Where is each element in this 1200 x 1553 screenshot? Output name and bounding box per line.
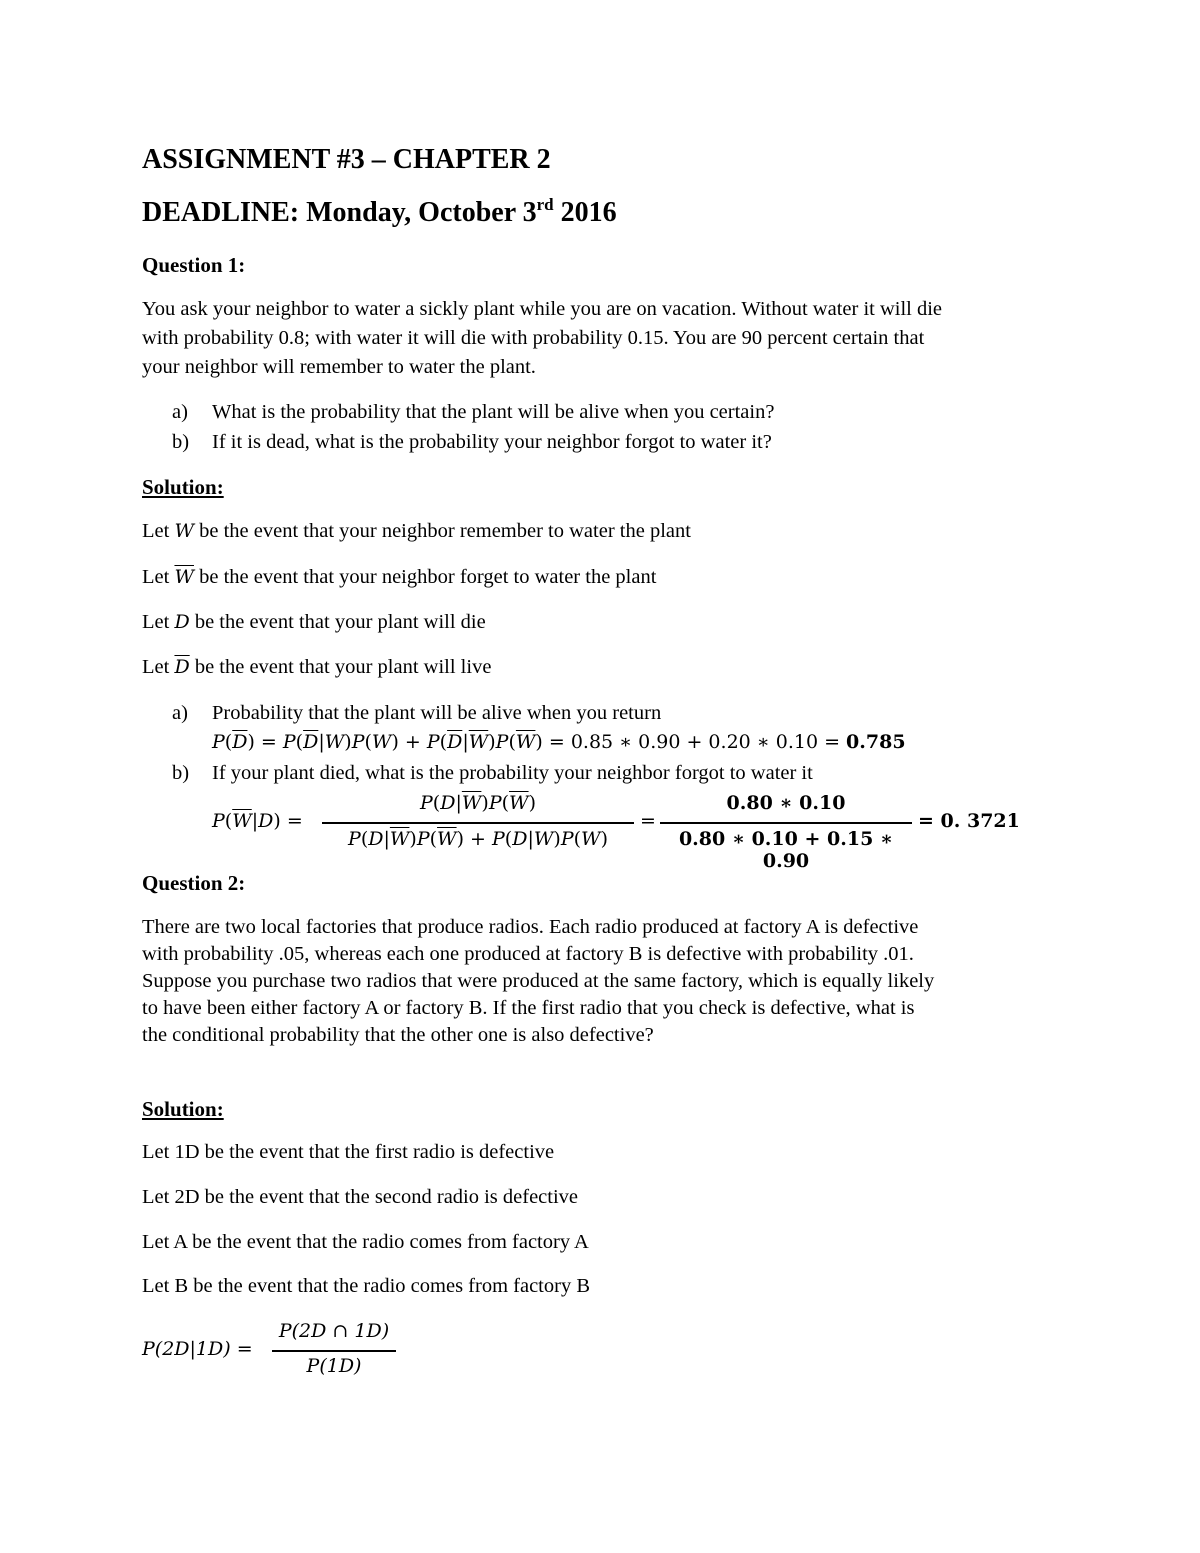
deadline-sup: rd [536,195,554,214]
q1-def-d-bar: Let $\overline{D}$ be the event that your plant will live [142,656,492,678]
q1-part-b-label: b) [172,431,190,453]
q1-answer-b-fraction-2-den: 0.80 ∗ 0.10 + 0.15 ∗ 0.90 [678,828,894,872]
q1-part-a-label: a) [172,401,188,423]
q1-answer-b-fraction-2-num: 0.80 ∗ 0.10 [726,792,846,814]
q2-text-line-3: Suppose you purchase two radios that were produced at the same factory, which is equally likely [142,970,935,992]
q1-text-line-3: your neighbor will remember to water the plant. [142,356,536,378]
q1-answer-b-fraction-1-num: $P(D|\overline{W})P(\overline{W})$ [420,792,536,814]
q1-answer-b-equals: = [640,810,656,832]
q2-formula-lhs: P(2D|1D) = [142,1338,253,1360]
q1-answer-a-result: 0.785 [846,731,906,753]
question-1-heading: Question 1: [142,253,246,277]
deadline-line [142,197,617,229]
q1-answer-b-label: b) [172,762,190,784]
q2-text-line-4: to have been either factory A or factory B. If the first radio that you check is defective, what is [142,997,915,1019]
deadline-prefix: DEADLINE: Monday, October 3 [142,197,537,228]
q1-answer-b-fraction-1-den: $P(D|\overline{W})P(\overline{W}) + P(D|W)P(W)$ [348,828,608,850]
q1-answer-b-lhs: $P(\overline{W}|D)$ = [212,810,303,832]
q1-answer-a-formula: $P(\overline{D}) = P(\overline{D}|W)P(W) + P(\overline{D}|\overline{W})P(\overline{W}) = 0.85$ ∗ 0.90 + 0.20 ∗ 0.10 = 0.785 [212,731,906,753]
q2-solution-heading: Solution: [142,1097,224,1121]
q2-formula-bar [272,1350,396,1352]
q1-answer-b-result: = 0. 3721 [918,810,1020,832]
q1-def-w-bar: Let $\overline{W}$ be the event that your neighbor forget to water the plant [142,566,657,588]
q2-def-2d: Let 2D be the event that the second radio is defective [142,1186,579,1208]
q2-def-b: Let B be the event that the radio comes from factory B [142,1275,590,1297]
assignment-title: ASSIGNMENT #3 – CHAPTER 2 [142,144,551,175]
q1-def-w: Let W be the event that your neighbor remember to water the plant [142,520,691,542]
q1-part-a-text: What is the probability that the plant will be alive when you certain? [212,401,775,423]
q2-def-a: Let A be the event that the radio comes from factory A [142,1231,589,1253]
question-2-heading: Question 2: [142,871,246,895]
q1-text-line-1: You ask your neighbor to water a sickly plant while you are on vacation. Without water it will die [142,298,943,320]
q1-solution-heading: Solution: [142,475,224,499]
q2-text-line-5: the conditional probability that the other one is also defective? [142,1024,654,1046]
q1-part-b-text: If it is dead, what is the probability your neighbor forgot to water it? [212,431,772,453]
q2-formula-num: P(2D ∩ 1D) [278,1320,390,1342]
q2-formula-den: P(1D) [306,1355,362,1377]
q2-text-line-1: There are two local factories that produce radios. Each radio produced at factory A is defective [142,916,919,938]
q1-answer-b-fraction-2-bar [660,822,912,824]
q1-answer-b-fraction-1-bar [322,822,634,824]
q1-answer-a-numeric: = 0.85 ∗ 0.90 + 0.20 ∗ 0.10 = [548,731,847,753]
deadline-suffix: 2016 [553,197,617,228]
q1-text-line-2: with probability 0.8; with water it will die with probability 0.15. You are 90 percent certain that [142,327,925,349]
q1-answer-a-label: a) [172,702,188,724]
q1-def-d: Let D be the event that your plant will die [142,611,486,633]
q1-answer-a-text: Probability that the plant will be alive when you return [212,702,662,724]
q2-text-line-2: with probability .05, whereas each one produced at factory B is defective with probability .01. [142,943,914,965]
q2-def-1d: Let 1D be the event that the first radio is defective [142,1141,555,1163]
q1-answer-b-text: If your plant died, what is the probability your neighbor forgot to water it [212,762,813,784]
